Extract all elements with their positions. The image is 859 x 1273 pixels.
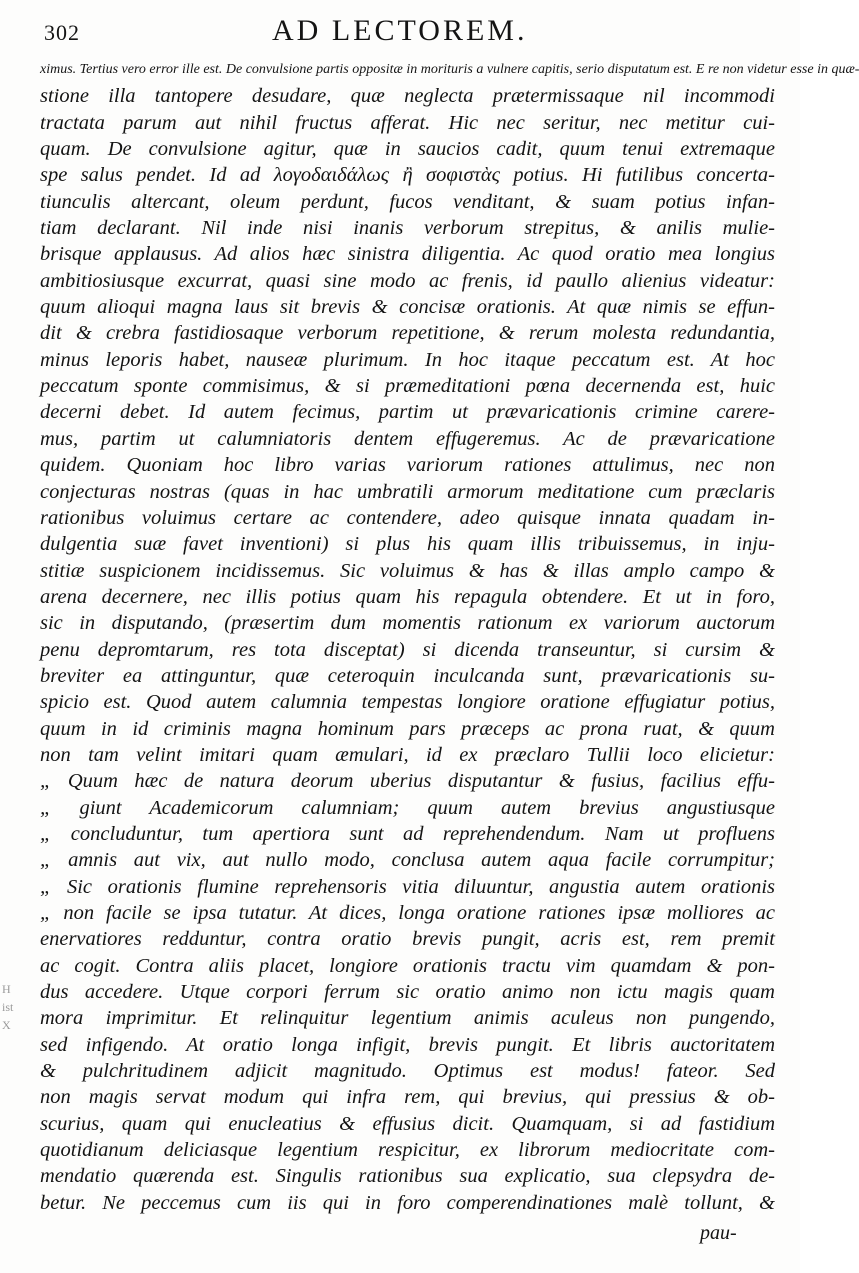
text-line: minus leporis habet, nauseæ plurimum. In hoc itaque peccatum est. At hoc xyxy=(40,348,775,371)
text-line: quam. De convulsione agitur, quæ in saucios cadit, quum tenui extremaque xyxy=(40,138,775,161)
running-head: AD LECTOREM. xyxy=(272,14,528,47)
text-line: „ concluduntur, tum apertiora sunt ad reprehendendum. Nam ut profluens xyxy=(40,822,775,845)
text-line: arena decernere, nec illis potius quam his repagula obtendere. Et ut in foro, xyxy=(40,585,775,608)
text-line: non magis servat modum qui infra rem, qui brevius, qui pressius & ob- xyxy=(40,1086,775,1109)
text-line: tiam declarant. Nil inde nisi inanis verborum strepitus, & anilis mulie- xyxy=(40,217,775,240)
text-line: tractata parum aut nihil fructus afferat. Hic nec seritur, nec metitur cui- xyxy=(40,111,775,134)
text-line: dit & crebra fastidiosaque verborum repetitione, & rerum molesta redundantia, xyxy=(40,322,775,345)
text-line: conjecturas nostras (quas in hac umbratili armorum meditatione cum præclaris xyxy=(40,480,775,503)
text-line: sed infigendo. At oratio longa infigit, brevis pungit. Et libris auctoritatem xyxy=(40,1033,775,1056)
text-line: quidem. Quoniam hoc libro varias variorum rationes attulimus, nec non xyxy=(40,454,775,477)
text-line: mus, partim ut calumniatoris dentem effugeremus. Ac de prævaricatione xyxy=(40,427,775,450)
text-line: dus accedere. Utque corpori ferrum sic oratio animo non ictu magis quam xyxy=(40,981,775,1004)
text-line: rationibus voluimus certare ac contendere, adeo quisque innata quadam in- xyxy=(40,506,775,529)
text-line: non tam velint imitari quam æmulari, id ex præclaro Tullii loco elicietur: xyxy=(40,743,775,766)
text-line: mora imprimitur. Et relinquitur legentium animis aculeus non pungendo, xyxy=(40,1007,775,1030)
body-text xyxy=(40,57,859,1216)
text-line: betur. Ne peccemus cum iis qui in foro comperendinationes malè tollunt, & xyxy=(40,1191,775,1214)
text-line: decerni debet. Id autem fecimus, partim ut prævaricationis crimine carere- xyxy=(40,401,775,424)
page-header xyxy=(40,12,760,52)
text-line: peccatum sponte commisimus, & si præmeditationi pœna decernenda est, huic xyxy=(40,375,775,398)
text-line: penu depromtarum, res tota disceptat) si dicenda transeuntur, si cursim & xyxy=(40,638,775,661)
text-line: „ amnis aut vix, aut nullo modo, conclusa autem aqua facile corrumpitur; xyxy=(40,849,775,872)
margin-mark: H xyxy=(2,982,11,996)
text-line: dulgentia suæ favet inventioni) si plus his quam illis tribuissemus, in inju- xyxy=(40,533,775,556)
text-line: „ Quum hæc de natura deorum uberius disputantur & fusius, facilius effu- xyxy=(40,770,775,793)
page-number: 302 xyxy=(44,20,80,45)
text-line: ximus. Tertius vero error ille est. De convulsione partis oppositæ in morituris a vulnere capitis, serio disputatum est. E re non videtur esse in quæ- xyxy=(40,62,859,77)
margin-mark: ist xyxy=(2,1000,14,1014)
text-line: brisque applausus. Ad alios hæc sinistra diligentia. Ac quod oratio mea longius xyxy=(40,243,775,266)
text-line: scurius, quam qui enucleatius & effusius dicit. Quamquam, si ad fastidium xyxy=(40,1112,775,1135)
text-line: quum alioqui magna laus sit brevis & concisæ orationis. At quæ nimis se effun- xyxy=(40,296,775,319)
margin-mark: X xyxy=(2,1018,11,1032)
text-line: enervatiores redduntur, contra oratio brevis pungit, acris est, rem premit xyxy=(40,928,775,951)
text-line: breviter ea attinguntur, quæ ceteroquin inculcanda sunt, prævaricationis su- xyxy=(40,664,775,687)
text-line: mendatio quærenda est. Singulis rationibus sua explicatio, sua clepsydra de- xyxy=(40,1165,775,1188)
text-line: ambitiosiusque excurrat, quasi sine modo ac frenis, id paullo alienius videatur: xyxy=(40,269,775,292)
text-line: quum in id criminis magna hominum pars præceps ac prona ruat, & quum xyxy=(40,717,775,740)
text-line: & pulchritudinem adjicit magnitudo. Optimus est modus! fateor. Sed xyxy=(40,1060,775,1083)
text-line: „ non facile se ipsa tutatur. At dices, longa oratione rationes ipsæ molliores ac xyxy=(40,902,775,924)
catchword: pau- xyxy=(700,1222,737,1244)
text-line: stione illa tantopere desudare, quæ neglecta prætermissaque nil incommodi xyxy=(40,85,775,108)
text-line: spicio est. Quod autem calumnia tempestas longiore oratione effugiatur potius, xyxy=(40,691,775,714)
text-line: stitiæ suspicionem incidissemus. Sic voluimus & has & illas amplo campo & xyxy=(40,559,775,582)
text-line: tiunculis altercant, oleum perdunt, fucos venditant, & suam potius infan- xyxy=(40,190,775,213)
text-line: sic in disputando, (præsertim dum momentis rationum ex variorum auctorum xyxy=(40,612,775,635)
text-line: spe salus pendet. Id ad λογοδαιδάλως ἢ σοφιστὰς potius. Hi futilibus concerta- xyxy=(40,164,775,187)
text-line: „ giunt Academicorum calumniam; quum autem brevius angustiusque xyxy=(40,796,775,819)
text-line: ac cogit. Contra aliis placet, longiore orationis tractu vim quamdam & pon- xyxy=(40,954,775,977)
text-line: „ Sic orationis flumine reprehensoris vitia diluuntur, angustia autem orationis xyxy=(40,875,775,898)
text-line: quotidianum deliciasque legentium respicitur, ex librorum mediocritate com- xyxy=(40,1139,775,1162)
margin-marks xyxy=(2,980,16,1034)
